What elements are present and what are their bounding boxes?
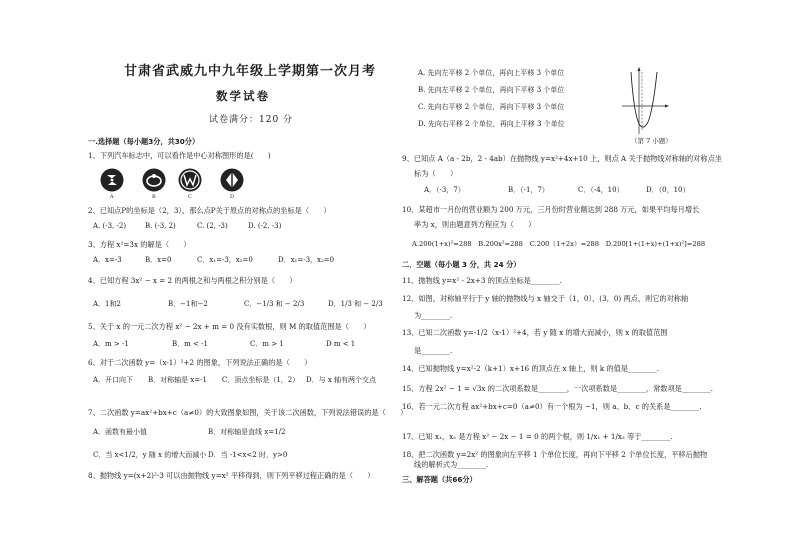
parabola-figure <box>620 66 670 136</box>
q5-option-c: C．m > 1 <box>250 340 284 348</box>
q6-option-a: A．开口向下 <box>93 376 134 384</box>
q4-option-c: C．−1/3 和 − 2/3 <box>244 300 305 308</box>
logo-label-a: A <box>110 194 114 200</box>
question-5: 5、关于 x 的一元二次方程 x² − 2x + m = 0 没有实数根，则 M 的取值范围是（ ） <box>88 322 371 331</box>
q9-option-c: C．（-4，10） <box>578 186 624 194</box>
q10-options: A.200(1+x)²=288 B.200x²=288 C.200（1+2x）=288 D.200[1+(1+x)+(1+x)²]=288 <box>412 240 706 248</box>
total-score: 试卷满分：120 分 <box>209 115 294 125</box>
q6-option-b: B．对称轴是 x=-1 <box>148 376 208 384</box>
question-9: 9、已知点 A（a - 2b，2 - 4ab）在抛物线 y=x²+4x+10 上，则点 A 关于抛物线对称轴的对称点坐 <box>402 154 722 163</box>
q7-option-d: D．当 -1<x<2 时，y>0 <box>208 451 288 459</box>
question-9-cont: 标为（ ） <box>414 169 458 178</box>
q2-option-b: B. (-3, 2) <box>145 222 176 230</box>
q4-option-a: A．1和2 <box>93 300 121 308</box>
q2-option-c: C. (2, -3) <box>197 222 228 230</box>
q7-option-a: A．函数有最小值 <box>93 428 148 436</box>
section-2-heading: 二．空题（每小题 3 分，共 24 分） <box>402 260 521 269</box>
car-logo-circle-icon <box>142 168 166 192</box>
question-11: 11、抛物线 y=x² - 2x+3 的顶点坐标是________. <box>402 276 562 285</box>
q6-option-d: D．与 x 轴有两个交点 <box>306 376 377 384</box>
q5-option-d: D m < 1 <box>326 340 356 348</box>
q6-option-c: C．顶点坐标是（1，2） <box>222 376 300 384</box>
question-18: 18、把二次函数 y=2x² 的图象向左平移 1 个单位长度，再向下平移 2 个单位长度，平移后抛物 <box>402 450 708 459</box>
question-4: 4、已知方程 3x² − x = 2 的两根之和与两根之积分别是（ ） <box>88 276 297 285</box>
q9-option-b: B．（-1，7） <box>508 186 549 194</box>
q8-option-c: C. 先向右平移 2 个单位，再向下平移 3 个单位 <box>418 103 565 111</box>
q9-option-d: D．（0，10） <box>646 186 690 194</box>
q8-option-d: D. 先向右平移 2 个单位，再向上平移 3 个单位 <box>418 120 565 128</box>
logo-label-b: B <box>152 194 156 200</box>
question-14: 14、已知抛物线 y=x²-2（k+1）x+16 的顶点在 x 轴上，则 k 的值是________. <box>402 364 660 373</box>
question-6: 6、对于二次函数 y=（x-1）²+2 的图象，下列说法正确的是（ ） <box>88 358 312 367</box>
q4-option-d: D．1/3 和 − 2/3 <box>328 300 383 308</box>
q9-option-a: A．（-3，7） <box>424 186 465 194</box>
q7-option-b: B．对称轴是直线 x=1/2 <box>208 428 286 436</box>
question-15: 15、方程 2x² − 1 = √3x 的二次项系数是________，一次项系数是________，常数项是________. <box>402 384 713 393</box>
logo-label-d: D <box>230 194 235 200</box>
question-12-cont: 为________. <box>414 311 453 320</box>
question-10-cont: 率为 x，则由题意列方程应为（ ） <box>414 220 536 229</box>
q3-option-a: A．x=-3 <box>93 256 122 264</box>
page-title: 甘肃省武威九中九年级上学期第一次月考 <box>124 64 377 79</box>
question-13-cont: 是________. <box>414 346 453 355</box>
section-1-heading: 一.选择题（每小题3分，共30分） <box>88 137 200 146</box>
car-logo-volkswagen-icon <box>178 168 202 192</box>
q5-option-b: B．m < -1 <box>172 340 208 348</box>
figure-caption: （第 7 小题） <box>631 137 672 145</box>
question-1: 1、下列汽车标志中，可以看作是中心对称图形的是( ) <box>88 151 271 160</box>
question-18-cont: 线的解析式为________. <box>414 460 489 469</box>
q4-option-b: B．−1和−2 <box>168 300 208 308</box>
q2-option-a: A. (-3, -2) <box>93 222 127 230</box>
q3-option-c: C．x₁=-3，x₂=0 <box>197 256 253 264</box>
q8-option-b: B. 先向左平移 2 个单位，再向下平移 3 个单位 <box>418 86 565 94</box>
q3-option-b: B．x=0 <box>145 256 172 264</box>
q8-option-a: A. 先向左平移 2 个单位，再向上平移 3 个单位 <box>418 69 565 77</box>
car-logo-suzuki-icon <box>100 168 124 192</box>
car-logo-leaf-icon <box>220 168 244 192</box>
question-16: 16、若一元二次方程 ax²+bx+c=0（a≠0）有一个根为 −1，则 a、b、c 的关系是________. <box>402 402 702 411</box>
question-17: 17、已知 x₁，x₂ 是方程 x² − 2x − 1 = 0 的两个根，则 1/x₁ + 1/x₂ 等于________. <box>402 432 673 441</box>
question-2: 2、已知点P的坐标是（2，3），那么点P关于原点的对称点的坐标是（ ） <box>88 206 331 215</box>
question-3: 3、方程 x²=3x 的解是（ ） <box>88 240 191 249</box>
question-8: 8、抛物线 y=(x+2)²-3 可以由抛物线 y=x² 平移得到，则下列平移过程正确的是（ ） <box>88 471 375 480</box>
page-subtitle: 数学试卷 <box>216 89 270 103</box>
logo-label-c: C <box>188 194 192 200</box>
q3-option-d: D．x₁=-3，x₂=0 <box>278 256 335 264</box>
q5-option-a: A．m > -1 <box>93 340 129 348</box>
section-3-heading: 三、解答题（共66分） <box>402 475 477 484</box>
question-12: 12、如图，对称轴平行于 y 轴的抛物线与 x 轴交于（1，0），(3，0) 两点，则它的对称轴 <box>402 294 689 303</box>
q7-option-c: C．当 x<1/2，y 随 x 的增大而减小 <box>93 451 207 459</box>
question-13: 13、已知二次函数 y=-1/2（x-1）²+4，若 y 随 x 的增大而减小，则 x 的取值范围 <box>402 328 668 337</box>
question-10: 10、某超市一月份的营业额为 200 万元，三月份时营业额达到 288 万元，如果平均每月增长 <box>402 205 700 214</box>
question-7: 7、二次函数 y=ax²+bx+c（a≠0）的大致图象如图，关于该二次函数，下列说法错误的是（ ） <box>88 408 408 417</box>
q2-option-d: D. (-2, -3) <box>248 222 282 230</box>
